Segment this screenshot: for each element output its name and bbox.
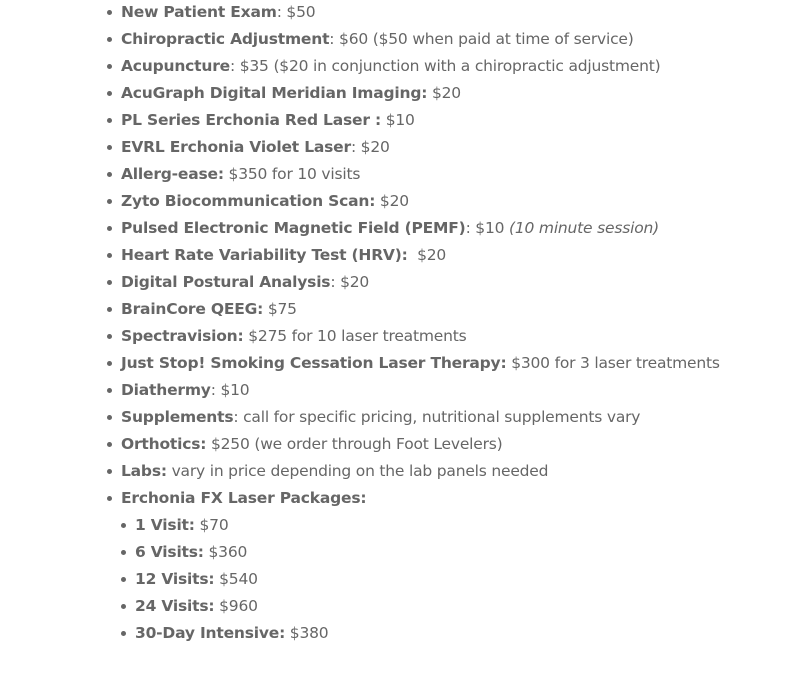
item-label: Just Stop! Smoking Cessation Laser Therapy: bbox=[121, 354, 507, 372]
bullet-icon bbox=[107, 469, 112, 474]
bullet-icon bbox=[107, 118, 112, 123]
package-item-1-visit bbox=[135, 513, 785, 540]
item-label: Labs: bbox=[121, 462, 167, 480]
item-label: Chiropractic Adjustment bbox=[121, 30, 330, 48]
item-value: : $50 bbox=[276, 3, 316, 21]
list-item-pl-series-red-laser bbox=[121, 108, 785, 135]
bullet-icon bbox=[107, 226, 112, 231]
bullet-icon bbox=[107, 145, 112, 150]
list-item-zyto-scan bbox=[121, 189, 785, 216]
item-label: BrainCore QEEG: bbox=[121, 300, 264, 318]
item-value: $10 bbox=[380, 111, 415, 129]
item-value: : $10 bbox=[210, 381, 250, 399]
item-label: Heart Rate Variability Test (HRV): bbox=[121, 246, 408, 264]
list-item-digital-postural-analysis bbox=[121, 270, 785, 297]
package-label: 30-Day Intensive: bbox=[135, 624, 286, 642]
list-item-pemf bbox=[121, 216, 785, 243]
bullet-icon bbox=[107, 280, 112, 285]
list-item-braincore-qeeg bbox=[121, 297, 785, 324]
item-value: $20 bbox=[427, 84, 461, 102]
item-value: : $60 ($50 when paid at time of service) bbox=[329, 30, 634, 48]
bullet-icon bbox=[107, 253, 112, 258]
list-item-acugraph bbox=[121, 81, 785, 108]
list-item-acupuncture bbox=[121, 54, 785, 81]
item-label: EVRL Erchonia Violet Laser bbox=[121, 138, 351, 156]
item-label: Erchonia FX Laser Packages: bbox=[121, 489, 367, 507]
item-label: Zyto Biocommunication Scan: bbox=[121, 192, 376, 210]
bullet-icon bbox=[121, 550, 126, 555]
item-value: $300 for 3 laser treatments bbox=[506, 354, 720, 372]
item-value: : $35 ($20 in conjunction with a chiropractic adjustment) bbox=[229, 57, 661, 75]
bullet-icon bbox=[121, 604, 126, 609]
list-item-chiropractic-adjustment bbox=[121, 27, 785, 54]
item-label: Orthotics: bbox=[121, 435, 207, 453]
list-item-allerg-ease bbox=[121, 162, 785, 189]
package-sub-list bbox=[121, 513, 785, 648]
list-item-spectravision bbox=[121, 324, 785, 351]
bullet-icon bbox=[107, 199, 112, 204]
package-label: 24 Visits: bbox=[135, 597, 215, 615]
item-value: : $20 bbox=[330, 273, 370, 291]
list-item-evrl-violet-laser bbox=[121, 135, 785, 162]
item-label: Diathermy bbox=[121, 381, 211, 399]
list-item-diathermy bbox=[121, 378, 785, 405]
bullet-icon bbox=[121, 631, 126, 636]
bullet-icon bbox=[107, 334, 112, 339]
bullet-icon bbox=[107, 388, 112, 393]
item-label: New Patient Exam bbox=[121, 3, 277, 21]
item-label: Supplements bbox=[121, 408, 234, 426]
bullet-icon bbox=[107, 91, 112, 96]
list-item-hrv bbox=[121, 243, 785, 270]
package-item-24-visits bbox=[135, 594, 785, 621]
item-note: (10 minute session) bbox=[509, 219, 659, 237]
item-value: : $10 bbox=[465, 219, 510, 237]
package-label: 12 Visits: bbox=[135, 570, 215, 588]
list-item-labs bbox=[121, 459, 785, 486]
bullet-icon bbox=[107, 442, 112, 447]
package-value: $360 bbox=[203, 543, 248, 561]
item-value: : call for specific pricing, nutritional supplements vary bbox=[233, 408, 641, 426]
package-label: 6 Visits: bbox=[135, 543, 204, 561]
bullet-icon bbox=[107, 172, 112, 177]
bullet-icon bbox=[107, 307, 112, 312]
item-label: Digital Postural Analysis bbox=[121, 273, 331, 291]
item-label: Acupuncture bbox=[121, 57, 230, 75]
package-value: $70 bbox=[194, 516, 229, 534]
item-value: $250 (we order through Foot Levelers) bbox=[206, 435, 503, 453]
package-item-12-visits bbox=[135, 567, 785, 594]
bullet-icon bbox=[121, 577, 126, 582]
item-value: : $20 bbox=[350, 138, 390, 156]
package-label: 1 Visit: bbox=[135, 516, 195, 534]
package-value: $540 bbox=[214, 570, 258, 588]
package-value: $960 bbox=[214, 597, 258, 615]
bullet-icon bbox=[107, 64, 112, 69]
list-item-just-stop-smoking bbox=[121, 351, 785, 378]
item-value: $350 for 10 visits bbox=[223, 165, 361, 183]
item-label: Spectravision: bbox=[121, 327, 244, 345]
package-item-6-visits bbox=[135, 540, 785, 567]
package-value: $380 bbox=[285, 624, 329, 642]
item-label: PL Series Erchonia Red Laser : bbox=[121, 111, 381, 129]
bullet-icon bbox=[107, 496, 112, 501]
list-item-erchonia-fx-packages bbox=[121, 486, 785, 648]
item-value: $20 bbox=[375, 192, 409, 210]
bullet-icon bbox=[107, 10, 112, 15]
item-value: $75 bbox=[263, 300, 297, 318]
list-item-supplements bbox=[121, 405, 785, 432]
package-item-30-day-intensive bbox=[135, 621, 785, 648]
item-label: Pulsed Electronic Magnetic Field (PEMF) bbox=[121, 219, 466, 237]
item-label: AcuGraph Digital Meridian Imaging: bbox=[121, 84, 428, 102]
list-item-new-patient-exam bbox=[121, 0, 785, 27]
bullet-icon bbox=[107, 415, 112, 420]
item-value: $20 bbox=[407, 246, 447, 264]
bullet-icon bbox=[107, 361, 112, 366]
bullet-icon bbox=[121, 523, 126, 528]
item-value: $275 for 10 laser treatments bbox=[243, 327, 467, 345]
list-item-orthotics bbox=[121, 432, 785, 459]
item-label: Allerg-ease: bbox=[121, 165, 224, 183]
item-value: vary in price depending on the lab panels needed bbox=[166, 462, 549, 480]
bullet-icon bbox=[107, 37, 112, 42]
